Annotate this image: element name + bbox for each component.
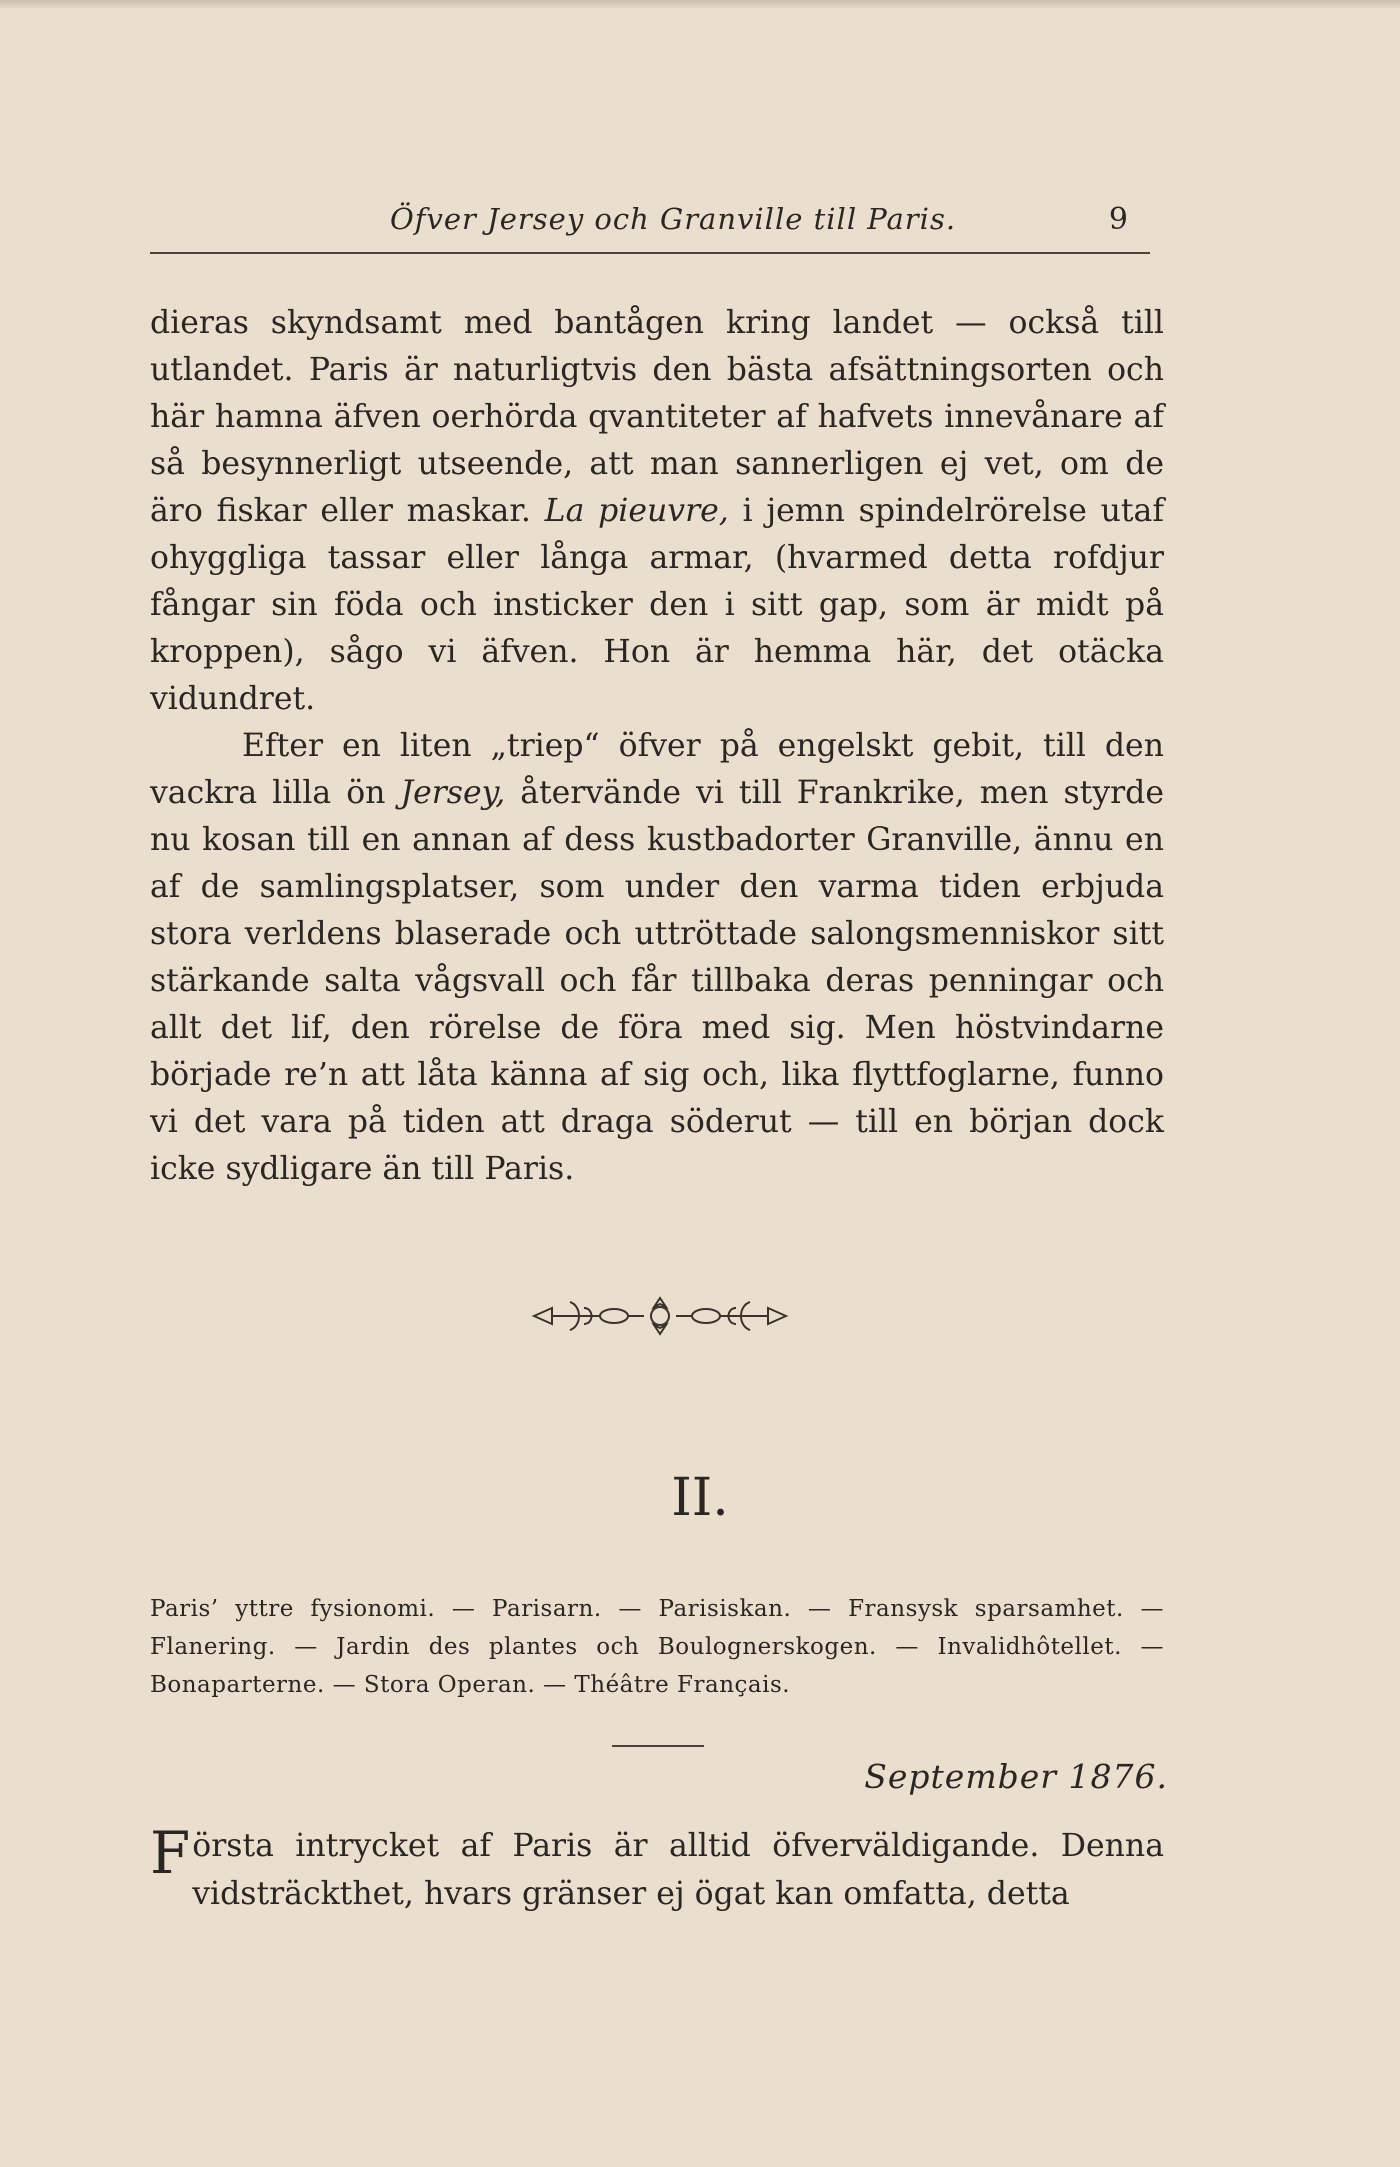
section-rule <box>612 1745 704 1747</box>
body-text <box>150 300 1164 1193</box>
drop-cap: F <box>150 1819 191 1887</box>
running-head <box>150 196 1150 254</box>
chapter-opening <box>150 1819 1164 1918</box>
italic-phrase: Jersey, <box>400 775 506 811</box>
italic-phrase: La pieuvre, <box>544 493 729 529</box>
chapter-numeral: II. <box>671 1468 729 1528</box>
text-run: återvände vi till Frankrike, men styrde nu kosan till en annan af dess kustbadorter Granville, ännu en af de samlingsplatser, som under den varma tiden erbjuda stora verldens blaserade och uttröttade salongsmenniskor sitt stärkande salta vågsvall och får tillbaka deras penningar och allt det lif, den rörelse de föra med sig. Men höstvindarne började re’n att låta känna af sig och, lika flyttfoglarne, funno vi det vara på tiden att draga söderut — till en början dock icke sydligare än till Paris. <box>150 775 1164 1187</box>
fleuron-ornament-icon <box>530 1292 790 1340</box>
text-run: dieras skyndsamt med bantågen kring landet — också till utlandet. Paris är naturligtvis den bästa afsättningsorten och här hamna äfven oerhörda qvantiteter af hafvets innevånare af så besynnerligt utseende, att man sannerligen ej vet, om de äro fiskar eller maskar. <box>150 305 1164 529</box>
text-run: Efter en liten „triep“ öfver på engelskt gebit, till den vackra lilla ön <box>150 728 1164 811</box>
chapter-summary <box>150 1590 1164 1704</box>
page-number: 9 <box>1108 202 1128 237</box>
paragraph-continued <box>150 300 1164 723</box>
paragraph-granville <box>150 723 1164 1193</box>
chapter-opening-paragraph <box>150 1819 1164 1918</box>
chapter-opening-text: örsta intrycket af Paris är alltid öfverväldigande. Denna vidsträckthet, hvars gränser ej ögat kan omfatta, detta <box>192 1828 1164 1912</box>
text-run: i jemn spindelrörelse utaf ohyggliga tassar eller långa armar, (hvarmed detta rofdjur fångar sin föda och insticker den i sitt gap, som är midt på kroppen), sågo vi äfven. Hon är hemma här, det otäcka vidundret. <box>150 493 1164 717</box>
chapter-date: September 1876. <box>864 1757 1168 1796</box>
running-title: Öfver Jersey och Granville till Paris. <box>390 202 957 236</box>
chapter-summary-text: Paris’ yttre fysionomi. — Parisarn. — Parisiskan. — Fransysk sparsamhet. — Flanering. — Jardin des plantes och Boulognerskogen. — Invalidhôtellet. — Bonaparterne. — Stora Operan. — Théâtre Français. <box>150 1596 1164 1698</box>
